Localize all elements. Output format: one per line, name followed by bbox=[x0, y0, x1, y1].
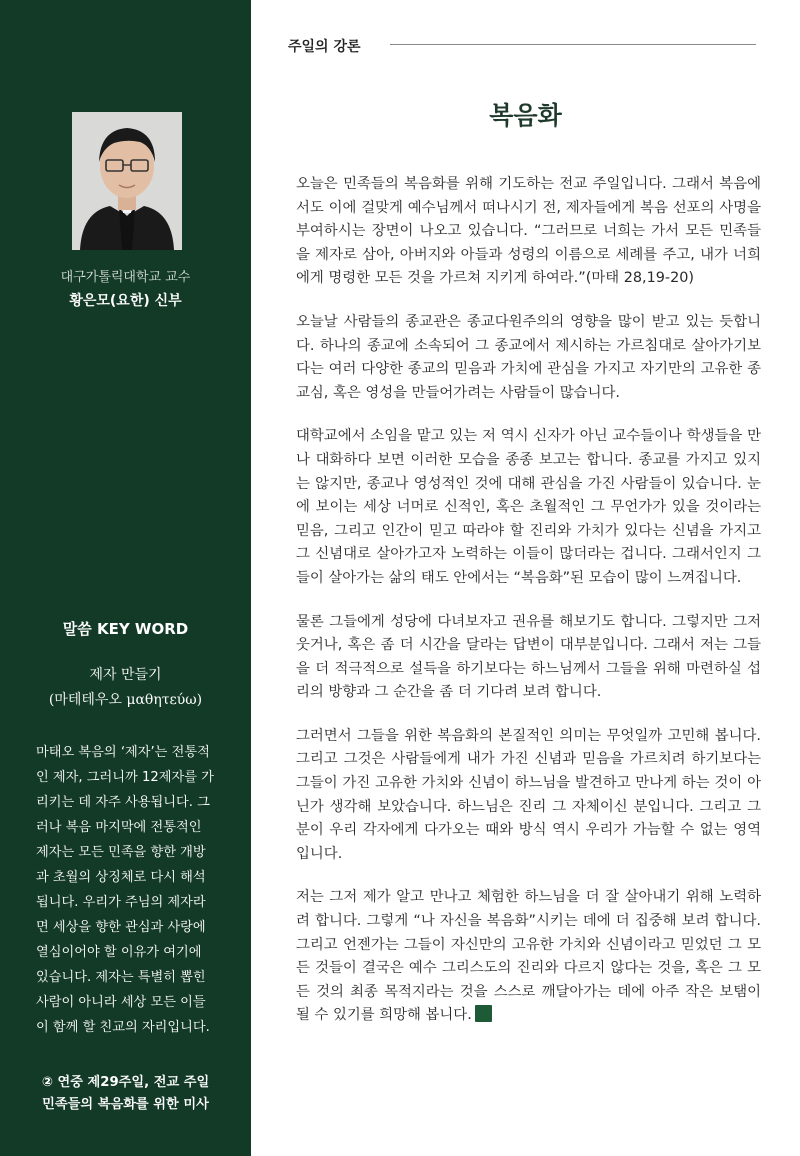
homily-closing-text: 저는 그저 제가 알고 만나고 체험한 하느님을 더 잘 살아내기 위해 노력하려 합니다. 그렇게 “나 자신을 복음화”시키는 데에 더 집중해 보려 합니다. 그리고 언젠가는 그들이 자신만의 고유한 가치와 신념이라고 믿었던 그 모든 것들이 결국은 예수 그리스도의 진리와 다르지 않다는 것을, 혹은 그 모든 것의 최종 목적지라는 것을 스스로 깨달아가는 데에 아주 작은 보탬이 될 수 있기를 희망해 봅니다. bbox=[296, 889, 761, 1024]
keyword-line: 면 세상을 향한 관심과 사랑에 bbox=[36, 920, 206, 935]
keyword-line: 인 제자, 그러니까 12제자를 가 bbox=[36, 770, 214, 785]
keyword-line: 러나 복음 마지막에 전통적인 bbox=[36, 820, 202, 835]
author-photo bbox=[72, 112, 182, 250]
author-name: 황은모(요한) 신부 bbox=[69, 293, 182, 309]
homily-body bbox=[296, 173, 761, 1048]
keyword-line: 마태오 복음의 ‘제자’는 전통적 bbox=[36, 745, 210, 760]
liturgy-line: ② 연중 제29주일, 전교 주일 bbox=[41, 1075, 210, 1090]
homily-paragraph: 대학교에서 소임을 맡고 있는 저 역시 신자가 아닌 교수들이나 학생들을 만나 대화하다 보면 이러한 모습을 종종 보고는 합니다. 종교를 가지고 있지는 않지만, 종교나 영성적인 것에 대해 관심을 가진 사람들이 있습니다. 눈에 보이는 세상 너머로 신적인, 혹은 초월적인 그 무언가가 있을 것이라는 믿음, 그리고 인간이 믿고 따라야 할 진리와 가치가 있다는 신념을 가지고 그 신념대로 살아가고자 노력하는 이들이 많더라는 겁니다. 그래서인지 그들이 살아가는 삶의 태도 안에서는 “복음화”된 모습이 많이 느껴집니다. bbox=[296, 428, 761, 586]
header-divider bbox=[390, 44, 756, 45]
keyword-line: 열심이어야 할 이유가 여기에 bbox=[36, 945, 202, 960]
main-content bbox=[251, 0, 800, 1156]
end-mark-icon bbox=[475, 1005, 492, 1022]
author-affiliation: 대구가톨릭대학교 교수 bbox=[60, 270, 191, 285]
page-title: 복음화 bbox=[489, 101, 562, 130]
homily-paragraph: 오늘은 민족들의 복음화를 위해 기도하는 전교 주일입니다. 그래서 복음에서도 이에 걸맞게 예수님께서 떠나시기 전, 제자들에게 복음 선포의 사명을 부여하시는 장면이 나오고 있습니다. “그러므로 너희는 가서 모든 민족들을 제자로 삼아, 아버지와 아들과 성령의 이름으로 세례를 주고, 내가 너희에게 명령한 모든 것을 가르쳐 지키게 하여라.”(마태 28,19-20) bbox=[296, 176, 761, 287]
liturgy-info bbox=[0, 1072, 251, 1116]
keyword-line: 됩니다. 우리가 주님의 제자라 bbox=[36, 895, 206, 910]
keyword-subtitle: 제자 만들기 bbox=[89, 667, 162, 683]
homily-paragraph bbox=[296, 886, 761, 1028]
keyword-line: 제자는 모든 민족을 향한 개방 bbox=[36, 845, 206, 860]
keyword-line: 과 초월의 상징체로 다시 해석 bbox=[36, 870, 206, 885]
sidebar bbox=[0, 0, 251, 1156]
homily-paragraph: 오늘날 사람들의 종교관은 종교다원주의의 영향을 많이 받고 있는 듯합니다. 하나의 종교에 소속되어 그 종교에서 제시하는 가르침대로 살아가기보다는 여러 다양한 종교의 믿음과 가치에 관심을 가지고 자기만의 고유한 종교심, 혹은 영성을 만들어가려는 사람들이 많습니다. bbox=[296, 313, 761, 401]
keyword-line: 이 함께 할 친교의 자리입니다. bbox=[36, 1020, 210, 1035]
keyword-title: 말씀 KEY WORD bbox=[62, 620, 189, 638]
section-label: 주일의 강론 bbox=[288, 39, 361, 55]
author-portrait bbox=[72, 112, 182, 250]
keyword-line: 사람이 아니라 세상 모든 이들 bbox=[36, 995, 206, 1010]
keyword-greek-term: (마테테우오 μαθητεύω) bbox=[48, 692, 203, 708]
liturgy-line: 민족들의 복음화를 위한 미사 bbox=[42, 1097, 209, 1112]
keyword-line: 리키는 데 자주 사용됩니다. 그 bbox=[36, 795, 210, 810]
keyword-line: 있습니다. 제자는 특별히 뽑힌 bbox=[36, 970, 206, 985]
keyword-explanation bbox=[36, 740, 230, 1040]
homily-paragraph: 그러면서 그들을 위한 복음화의 본질적인 의미는 무엇일까 고민해 봅니다. 그리고 그것은 사람들에게 내가 가진 신념과 믿음을 가르치려 하기보다는 그들이 가진 고유한 가치와 신념이 하느님을 발견하고 만나게 하는 것이 아닌가 생각해 보았습니다. 하느님은 진리 그 자체이신 분입니다. 그리고 그분이 우리 각자에게 다가오는 때와 방식 역시 우리가 가늠할 수 없는 영역입니다. bbox=[296, 727, 761, 862]
homily-paragraph: 물론 그들에게 성당에 다녀보자고 권유를 해보기도 합니다. 그렇지만 그저 웃거나, 혹은 좀 더 시간을 달라는 답변이 대부분입니다. 그래서 저는 그들을 더 적극적으로 설득을 하기보다는 하느님께서 그들을 위해 마련하실 섭리의 방향과 그 순간을 좀 더 기다려 보려 합니다. bbox=[296, 613, 761, 701]
